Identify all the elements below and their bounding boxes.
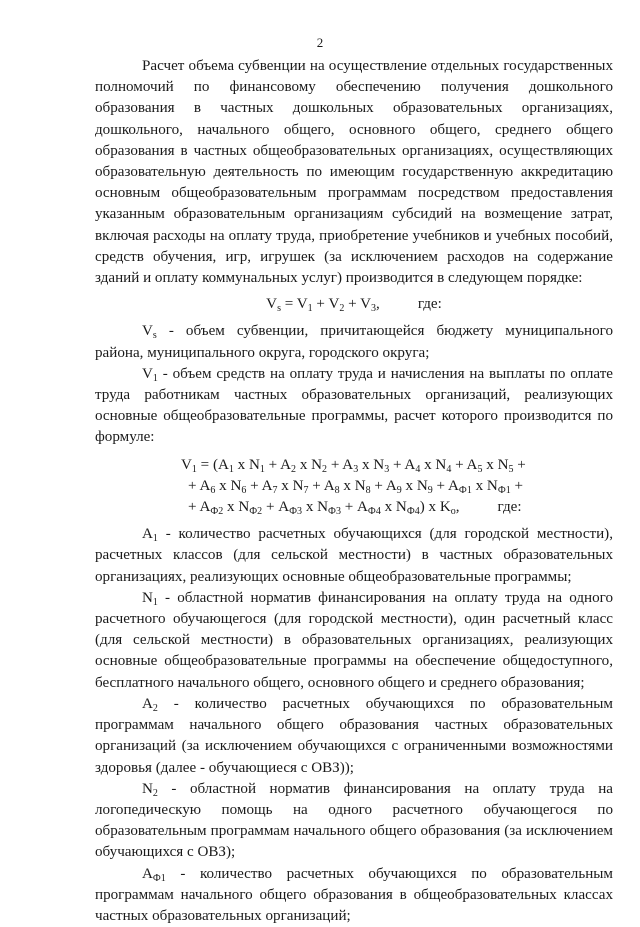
- formula-term: x N: [401, 477, 428, 494]
- formula-sub: 7: [272, 484, 278, 496]
- formula-term: x N: [339, 477, 366, 494]
- definition-a1: [95, 524, 613, 588]
- definition-n1: [95, 588, 613, 694]
- formula-sub: Ф1: [458, 484, 472, 496]
- formula-sub: 3: [353, 463, 359, 475]
- formula-term: ) x K: [419, 499, 451, 516]
- formula-sub: о: [450, 506, 456, 518]
- formula-vs-term: ,: [376, 296, 380, 313]
- definition-text: - количество расчетных обучающихся по образовательным программам начального общего образования частных образовательных организаций (за исключением обучающихся с ограниченными возможностями здоровья (далее - обучающиеся с ОВЗ));: [95, 695, 613, 776]
- formula-sub: 3: [384, 463, 390, 475]
- formula-term: = (A: [196, 456, 229, 473]
- formula-term: + A: [188, 499, 211, 516]
- formula-vs: [95, 294, 613, 315]
- formula-vs-sub: 1: [307, 303, 313, 315]
- definition-sub: 1: [152, 533, 158, 545]
- formula-sub: Ф4: [367, 506, 381, 518]
- formula-sub: Ф3: [289, 506, 303, 518]
- formula-term: x N: [233, 456, 260, 473]
- definition-symbol: A: [142, 695, 153, 712]
- formula-sub: Ф1: [497, 484, 511, 496]
- formula-term: x N: [471, 477, 498, 494]
- formula-term: x N: [380, 499, 407, 516]
- formula-sub: 5: [477, 463, 483, 475]
- formula-vs-term: + V: [312, 296, 340, 313]
- formula-term: + A: [264, 456, 292, 473]
- formula-sub: Ф2: [249, 506, 263, 518]
- formula-term: + A: [188, 477, 211, 494]
- formula-term: ,: [455, 499, 460, 516]
- definition-symbol: V: [142, 323, 153, 340]
- formula-sub: 7: [303, 484, 309, 496]
- formula-sub: 5: [508, 463, 514, 475]
- definition-symbol: N: [142, 589, 153, 606]
- formula-sub: 9: [396, 484, 402, 496]
- formula-v1-line-3: [95, 497, 613, 518]
- formula-term: + A: [451, 456, 478, 473]
- intro-paragraph: Расчет объема субвенции на осуществление отдельных государственных полномочий по финансовому обеспечению получения дошкольного образования в частных дошкольных образовательных организациях, дошкольного, начального общего, основного общего, среднего общего образования в частных общеобразовательных организациях, осуществляющих образовательную деятельность по имеющим государственную аккредитацию основным общеобразовательным программам посредством предоставления указанным образовательным организациям субсидий на возмещение затрат, включая расходы на оплату труда, приобретение учебников и учебных пособий, средств обучения, игр, игрушек (за исключением расходов на содержание зданий и оплату коммунальных услуг) производится в следующем порядке:: [95, 58, 613, 287]
- formula-sub: 1: [228, 463, 234, 475]
- formula-where: где:: [417, 296, 442, 313]
- definition-symbol: A: [142, 526, 153, 543]
- formula-v1-line-2: [95, 476, 613, 497]
- formula-vs-term: + V: [344, 296, 372, 313]
- definition-sub: 1: [152, 596, 158, 608]
- definition-sub: Ф1: [152, 872, 166, 884]
- formula-sub: Ф4: [406, 506, 420, 518]
- definition-a2: [95, 694, 613, 779]
- formula-sub: 2: [322, 463, 328, 475]
- definition-text: - объем субвенции, причитающейся бюджету муниципального района, муниципального округа, городского округа;: [95, 323, 613, 361]
- formula-term: + A: [246, 477, 273, 494]
- formula-term: + A: [340, 499, 368, 516]
- definition-symbol: V: [142, 365, 153, 382]
- page-number: 2: [316, 35, 324, 50]
- formula-where: где:: [497, 499, 522, 516]
- formula-term: V: [181, 456, 192, 473]
- formula-term: + A: [389, 456, 416, 473]
- formula-sub: 9: [427, 484, 433, 496]
- formula-term: +: [513, 456, 526, 473]
- definition-symbol: A: [142, 865, 153, 882]
- formula-sub: 4: [446, 463, 452, 475]
- definition-af1: [95, 864, 613, 927]
- formula-sub: 8: [334, 484, 340, 496]
- formula-term: + A: [327, 456, 354, 473]
- definition-text: - областной норматив финансирования на оплату труда на логопедическую помощь на одного расчетного обучающегося по образовательным программам начального общего образования (за исключением обучающихся с ОВЗ);: [95, 780, 613, 861]
- formula-vs-sub: 2: [339, 303, 345, 315]
- definition-n2: [95, 779, 613, 864]
- formula-sub: 4: [415, 463, 421, 475]
- formula-sub: 1: [259, 463, 265, 475]
- definition-text: - количество расчетных обучающихся по образовательным программам начального общего образования в общеобразовательных классах частных образовательных организаций;: [95, 865, 613, 924]
- definition-text: - количество расчетных обучающихся (для городской местности), расчетных классов (для сельской местности) в частных образовательных организациях, реализующих основные общеобразовательные программы;: [95, 526, 613, 585]
- formula-term: + A: [262, 499, 290, 516]
- formula-term: +: [510, 477, 524, 494]
- definition-sub: 2: [152, 787, 158, 799]
- formula-vs-sub: s: [277, 303, 281, 315]
- formula-term: x N: [358, 456, 385, 473]
- formula-term: x N: [302, 499, 329, 516]
- formula-term: x N: [420, 456, 447, 473]
- formula-term: x N: [277, 477, 304, 494]
- definition-text: - объем средств на оплату труда и начисления на выплаты по оплате труда работникам частных образовательных организаций, реализующих основные общеобразовательные программы, расчет которого производится по формуле:: [95, 365, 613, 446]
- formula-term: x N: [215, 477, 242, 494]
- formula-term: x N: [296, 456, 323, 473]
- formula-v1-line-1: [95, 455, 613, 476]
- formula-sub: Ф3: [328, 506, 341, 518]
- formula-sub: 1: [191, 463, 197, 475]
- formula-sub: 2: [291, 463, 297, 475]
- formula-term: x N: [482, 456, 509, 473]
- definition-v1: [95, 364, 613, 449]
- definition-sub: 1: [152, 372, 158, 384]
- formula-sub: Ф2: [210, 506, 224, 518]
- definition-sub: s: [152, 330, 157, 342]
- definition-symbol: N: [142, 780, 153, 797]
- formula-v1: [95, 455, 613, 519]
- formula-sub: 6: [241, 484, 247, 496]
- formula-sub: 8: [365, 484, 371, 496]
- document-body: [95, 56, 613, 927]
- definition-vs: [95, 321, 613, 363]
- formula-vs-symbol: V: [266, 296, 278, 313]
- formula-vs-sub: 3: [371, 303, 377, 315]
- formula-term: + A: [432, 477, 459, 494]
- formula-term: + A: [370, 477, 397, 494]
- formula-vs-term: = V: [280, 296, 308, 313]
- definition-sub: 2: [152, 702, 158, 714]
- formula-term: + A: [308, 477, 335, 494]
- definition-text: - областной норматив финансирования на оплату труда на одного расчетного обучающегося (для городской местности), один расчетный класс (для сельской местности) в образовательных организациях, реализующих основные общеобразовательные программы на обеспечение общедоступного, бесплатного начального общего, основного общего и среднего образования;: [95, 589, 613, 691]
- formula-sub: 6: [210, 484, 216, 496]
- formula-term: x N: [223, 499, 250, 516]
